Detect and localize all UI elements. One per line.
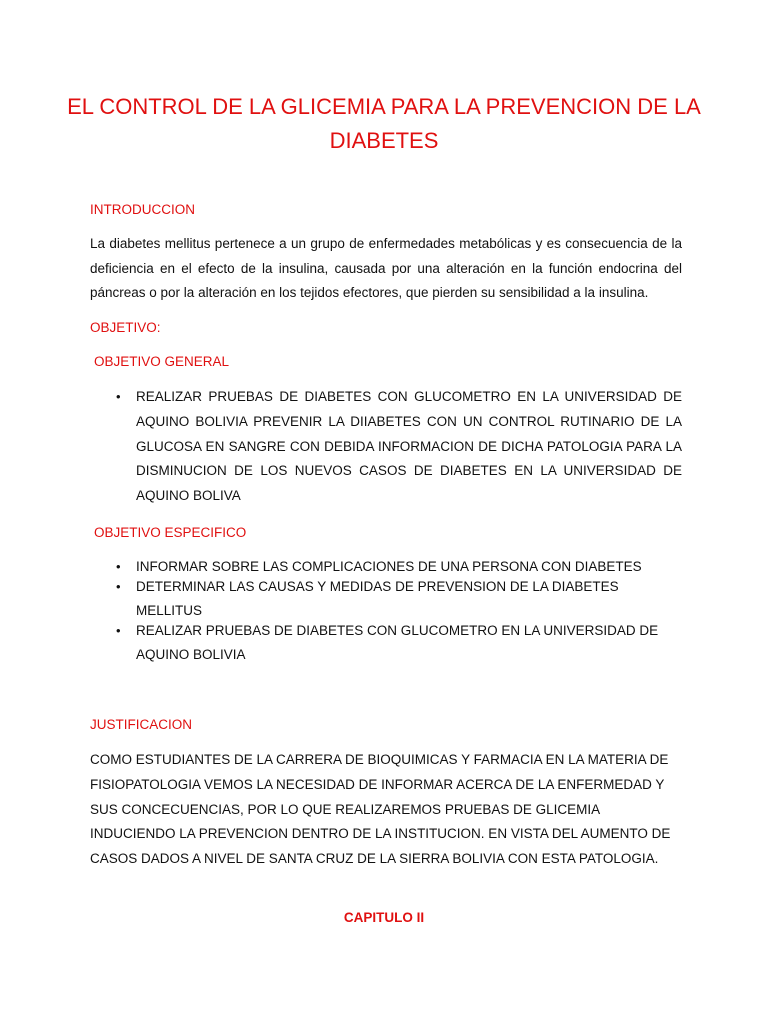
bullet-icon: •: [116, 389, 121, 404]
bullet-icon: •: [116, 578, 121, 594]
objetivo-general-list: [112, 385, 682, 509]
list-item: [112, 619, 682, 668]
heading-introduccion: INTRODUCCION: [90, 202, 195, 217]
heading-objetivo: OBJETIVO:: [90, 320, 161, 335]
list-item: [112, 385, 682, 509]
list-item-text: INFORMAR SOBRE LAS COMPLICACIONES DE UNA PERSONA CON DIABETES: [136, 559, 642, 574]
list-item-text: REALIZAR PRUEBAS DE DIABETES CON GLUCOMETRO EN LA UNIVERSIDAD DE AQUINO BOLIVIA PREVENIR LA DIIABETES CON UN CONTROL RUTINARIO DE LA GLUCOSA EN SANGRE CON DEBIDA INFORMACION DE DICHA PATOLOGIA PARA LA DISMINUCION DE LOS NUEVOS CASOS DE DIABETES EN LA UNIVERSIDAD DE AQUINO BOLIVA: [136, 389, 682, 504]
list-item-text: DETERMINAR LAS CAUSAS Y MEDIDAS DE PREVENSION DE LA DIABETES MELLITUS: [136, 578, 619, 618]
list-item: [112, 575, 682, 624]
heading-justificacion: JUSTIFICACION: [90, 717, 193, 732]
list-item-text: REALIZAR PRUEBAS DE DIABETES CON GLUCOMETRO EN LA UNIVERSIDAD DE AQUINO BOLIVIA: [136, 622, 659, 662]
heading-capitulo-ii: CAPITULO II: [343, 910, 425, 925]
bullet-icon: •: [116, 559, 121, 574]
heading-objetivo-general: OBJETIVO GENERAL: [94, 354, 230, 369]
heading-objetivo-especifico: OBJETIVO ESPECIFICO: [94, 525, 247, 540]
objetivo-especifico-list: [112, 555, 682, 668]
justificacion-paragraph: COMO ESTUDIANTES DE LA CARRERA DE BIOQUIMICAS Y FARMACIA EN LA MATERIA DE FISIOPATOLOGIA VEMOS LA NECESIDAD DE INFORMAR ACERCA DE LA ENFERMEDAD Y SUS CONCECUENCIAS, POR LO QUE REALIZAREMOS PRUEBAS DE GLICEMIA INDUCIENDO LA PREVENCION DENTRO DE LA INSTITUCION. EN VISTA DEL AUMENTO DE CASOS DADOS A NIVEL DE SANTA CRUZ DE LA SIERRA BOLIVIA CON ESTA PATOLOGIA.: [90, 752, 671, 867]
document-title: EL CONTROL DE LA GLICEMIA PARA LA PREVENCION DE LA DIABETES: [67, 94, 701, 153]
introduccion-paragraph: La diabetes mellitus pertenece a un grupo de enfermedades metabólicas y es consecuencia de la deficiencia en el efecto de la insulina, causada por una alteración en la función endocrina del páncreas o por la alteración en los tejidos efectores, que pierden su sensibilidad a la insulina.: [90, 236, 682, 300]
bullet-icon: •: [116, 622, 121, 638]
